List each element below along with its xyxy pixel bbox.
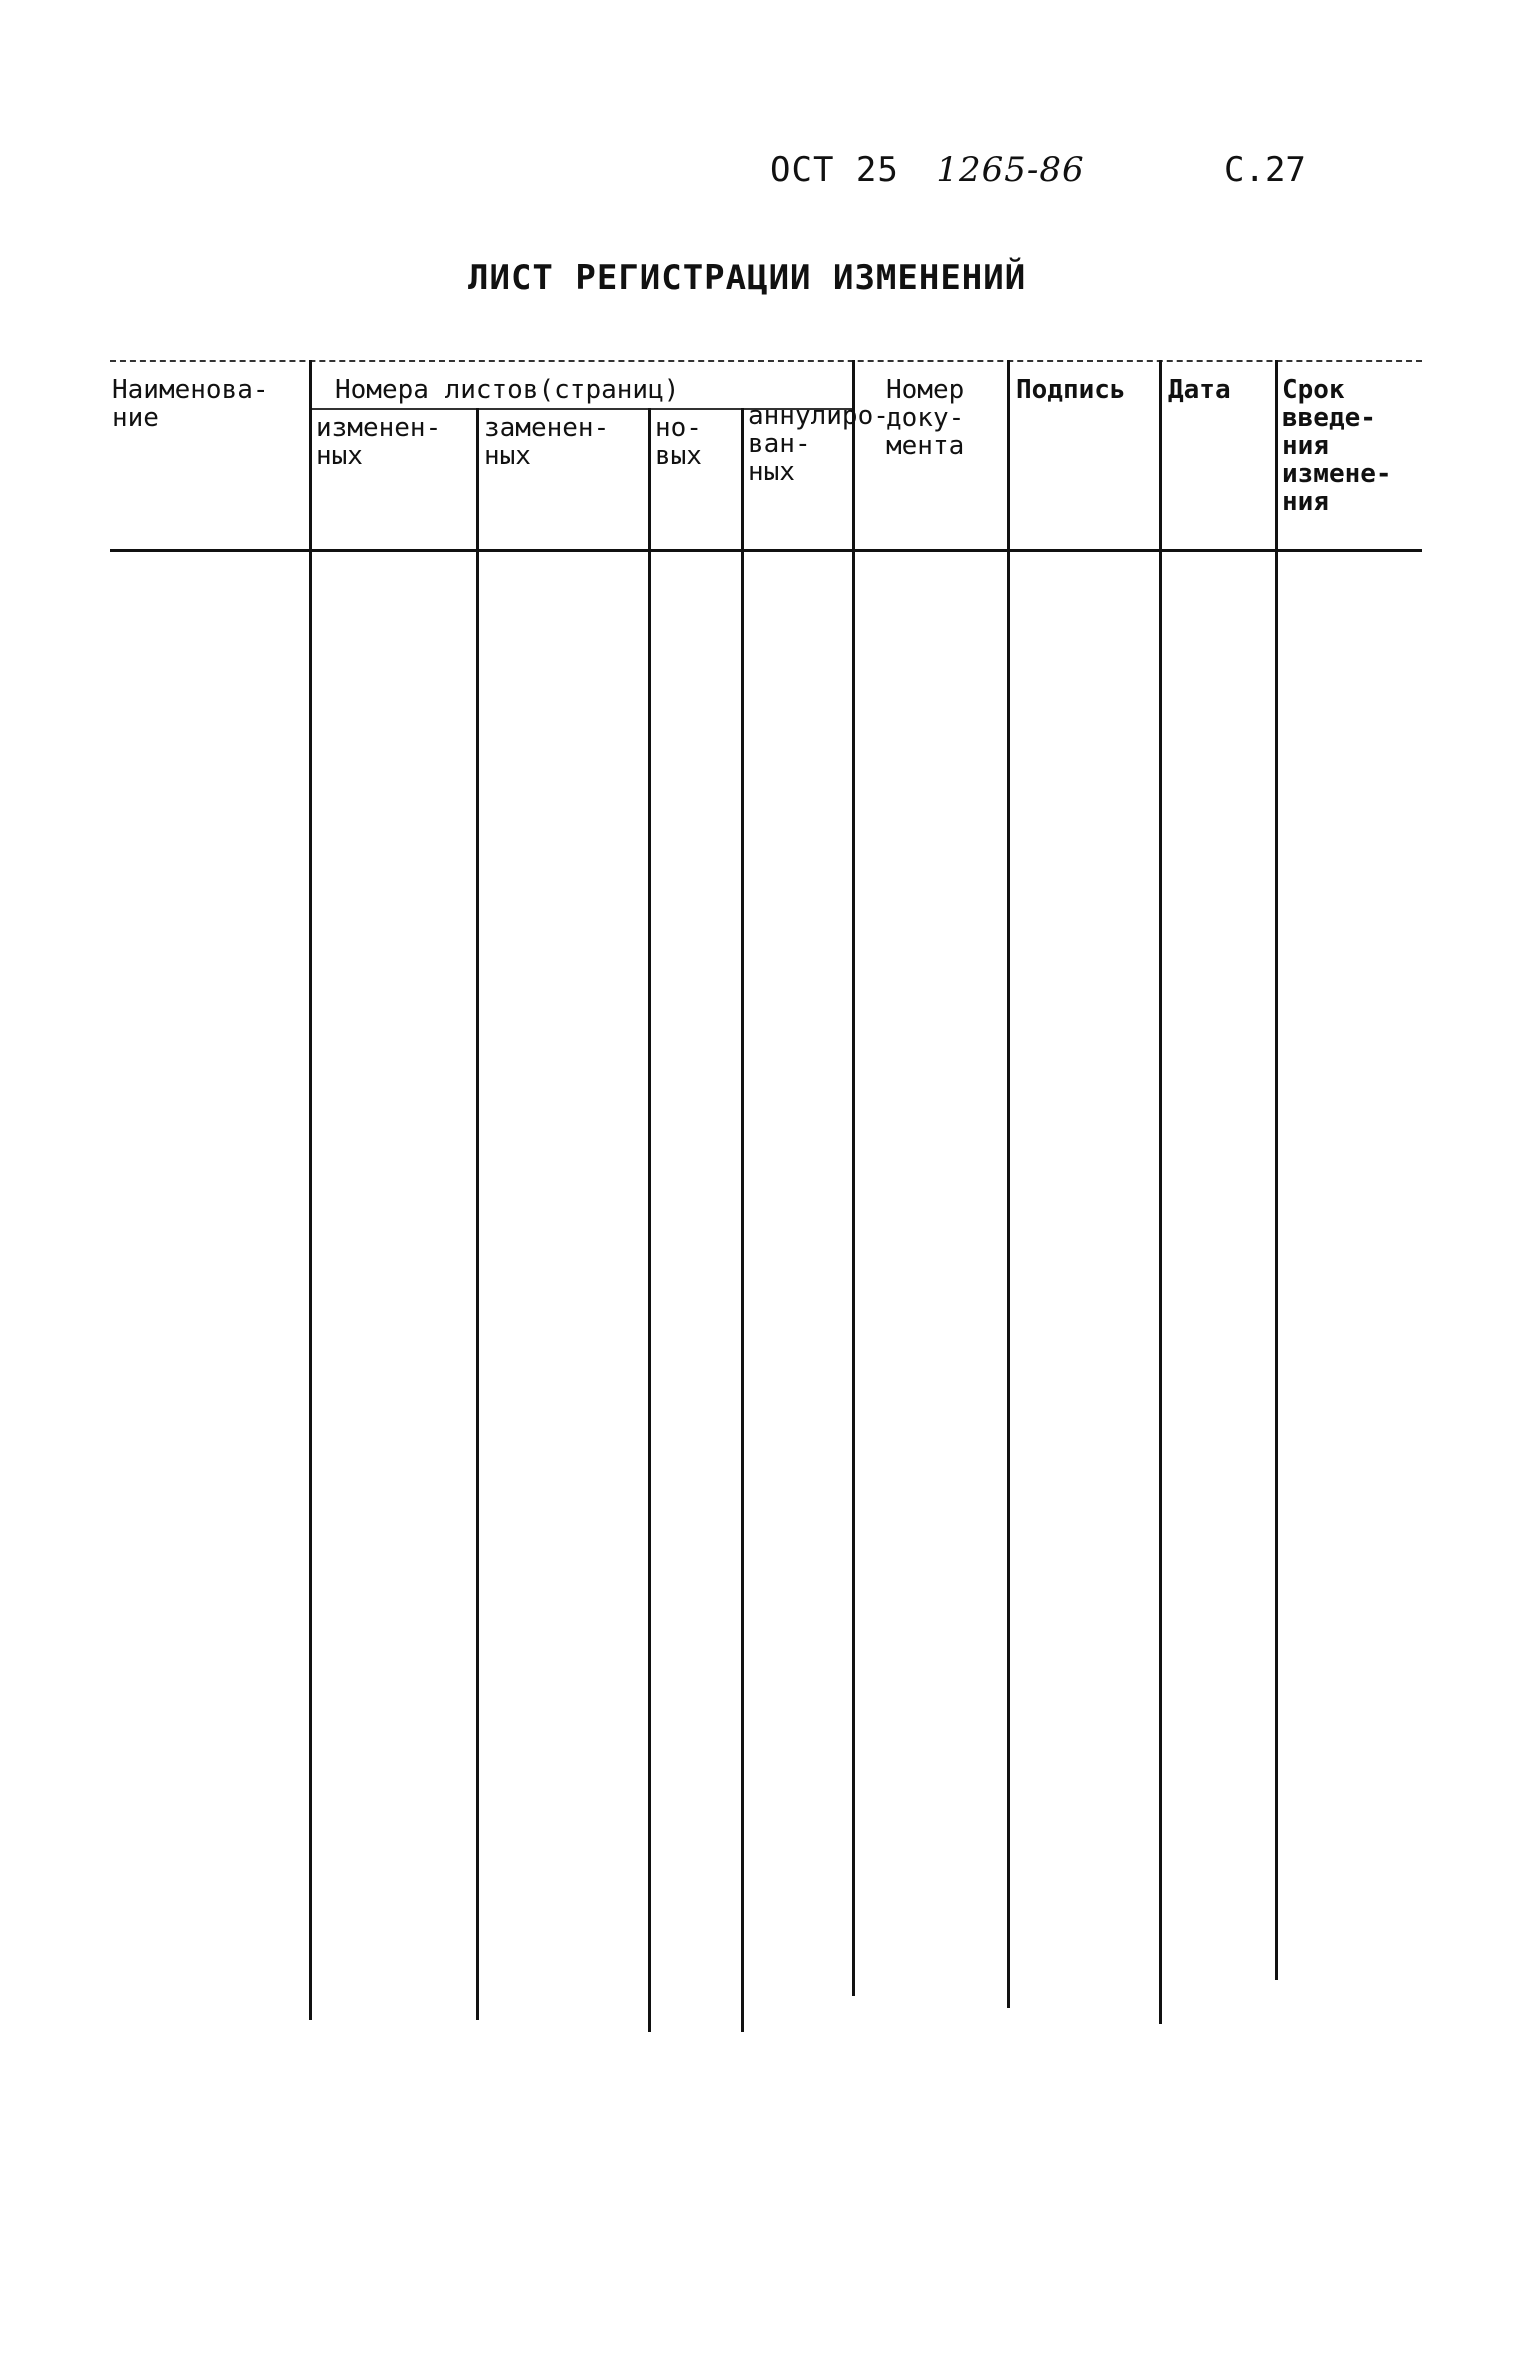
column-header-date: Дата	[1168, 375, 1231, 405]
column-divider	[852, 360, 855, 1996]
group-header-sheet-numbers: Номера листов(страниц)	[335, 375, 680, 405]
table-top-rule	[110, 360, 1422, 362]
column-divider	[309, 360, 312, 2020]
column-divider	[476, 408, 479, 2020]
document-code: ОСТ 25	[770, 150, 899, 190]
column-header-replaced: заменен- ных	[484, 413, 610, 471]
column-header-document-number: Номер доку- мента	[886, 375, 965, 461]
column-header-new: но- вых	[655, 413, 702, 471]
column-divider	[741, 408, 744, 2032]
column-divider	[1159, 360, 1162, 2024]
page-number: С.27	[1224, 150, 1306, 190]
column-header-changed: изменен- ных	[316, 413, 442, 471]
column-header-effective-date: Срок введе- ния измене- ния	[1282, 375, 1392, 517]
column-divider	[648, 408, 651, 2032]
column-header-name: Наименова- ние	[112, 375, 269, 433]
column-header-signature: Подпись	[1016, 375, 1126, 405]
column-divider	[1007, 360, 1010, 2008]
document-header	[770, 150, 1085, 190]
change-registration-table	[110, 356, 1422, 2026]
document-number: 1265-86	[936, 150, 1085, 190]
column-divider	[1275, 360, 1278, 1980]
sheet-title: ЛИСТ РЕГИСТРАЦИИ ИЗМЕНЕНИЙ	[468, 258, 1027, 298]
column-header-cancelled: аннулиро- ван- ных	[748, 401, 889, 487]
header-bottom-rule	[110, 549, 1422, 552]
